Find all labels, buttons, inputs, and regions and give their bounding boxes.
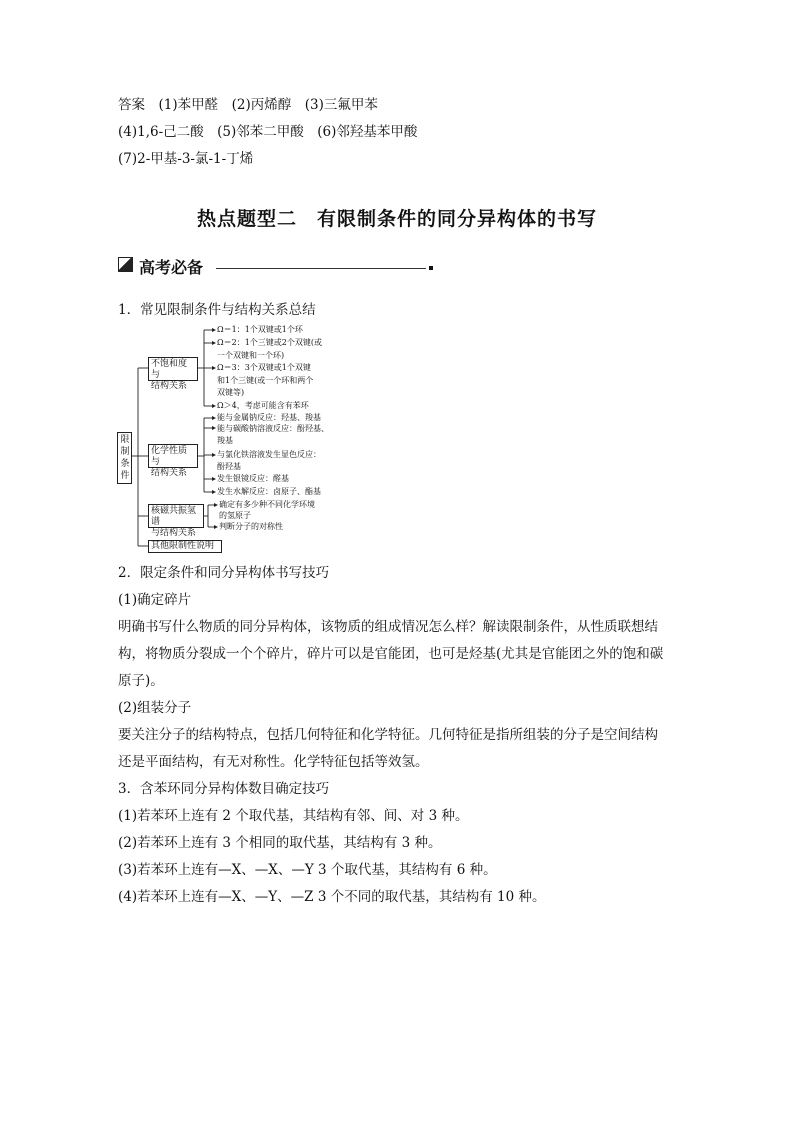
leaf-text: 发生水解反应：卤原子、酯基 bbox=[217, 487, 321, 496]
sub-1-title: (1)确定碎片 bbox=[118, 592, 192, 608]
diagram-branch-chemical bbox=[148, 444, 198, 478]
branch-label-line: 核磁共振氢谱 bbox=[151, 506, 197, 527]
item-2-heading: 2．限定条件和同分异构体书写技巧 bbox=[118, 565, 330, 581]
item-3-line: (1)若苯环上连有 2 个取代基，其结构有邻、间、对 3 种。 bbox=[118, 808, 469, 824]
paragraph-line: 还是平面结构，有无对称性。化学特征包括等效氢。 bbox=[118, 754, 429, 770]
answer-line-1: 答案 (1)苯甲醛 (2)丙烯醇 (3)三氟甲苯 bbox=[118, 97, 378, 113]
diagram-root-box bbox=[117, 432, 132, 484]
section-title: 热点题型二 有限制条件的同分异构体的书写 bbox=[196, 208, 597, 230]
leaf-text: Ω＝1：1个双键或1个环 bbox=[217, 325, 303, 334]
leaf-text: Ω＞4，考虑可能含有苯环 bbox=[217, 401, 309, 410]
item-3-line: (3)若苯环上连有—X、—X、—Y 3 个取代基，其结构有 6 种。 bbox=[118, 862, 497, 878]
leaf-text: Ω＝3：3个双键或1个双键 bbox=[217, 363, 311, 372]
branch-label-line: 不饱和度与 bbox=[151, 359, 188, 380]
diagram-branch-unsaturation bbox=[148, 357, 198, 391]
leaf-text: 确定有多少种不同化学环境 bbox=[219, 500, 315, 509]
leaf-text: 能与碳酸钠溶液反应：酚羟基、 bbox=[217, 424, 329, 433]
item-3-line: (2)若苯环上连有 3 个相同的取代基，其结构有 3 种。 bbox=[118, 835, 442, 851]
branch-label-line: 结构关系 bbox=[151, 381, 188, 391]
diagram-root-char: 件 bbox=[120, 471, 130, 481]
paragraph-line: 明确书写什么物质的同分异构体，该物质的组成情况怎么样？解读限制条件，从性质联想结 bbox=[118, 619, 658, 635]
branch-label-line: 其他限制性说明 bbox=[151, 541, 215, 551]
paragraph-line: 构，将物质分裂成一个个碎片，碎片可以是官能团，也可是烃基(尤其是官能团之外的饱和碳 bbox=[118, 646, 664, 662]
leaf-text: 双键等) bbox=[217, 388, 245, 397]
branch-label-line: 结构关系 bbox=[151, 468, 188, 478]
leaf-text: 发生银镜反应：醛基 bbox=[217, 474, 289, 483]
leaf-text: Ω＝2：1个三键或2个双键(或 bbox=[217, 338, 323, 347]
answer-line-3: (7)2-甲基-3-氯-1-丁烯 bbox=[118, 151, 254, 167]
item-1-heading: 1．常见限制条件与结构关系总结 bbox=[118, 302, 316, 318]
branch-label-line: 化学性质与 bbox=[151, 446, 188, 467]
diagram-branch-other bbox=[148, 540, 222, 553]
paragraph-line: 原子)。 bbox=[118, 673, 164, 689]
leaf-text: 与氯化铁溶液发生显色反应： bbox=[217, 450, 321, 459]
diagram-root-char: 制 bbox=[120, 447, 130, 457]
leaf-text: 能与金属钠反应：羟基、羧基 bbox=[217, 413, 321, 422]
section-heading: 高考必备 bbox=[139, 258, 204, 277]
leaf-text: 酚羟基 bbox=[217, 462, 241, 471]
leaf-text: 一个双键和一个环) bbox=[217, 351, 285, 360]
leaf-text: 和1个三键(或一个环和两个 bbox=[217, 376, 314, 385]
answer-line-2: (4)1,6-己二酸 (5)邻苯二甲酸 (6)邻羟基苯甲酸 bbox=[118, 124, 418, 140]
paragraph-line: 要关注分子的结构特点，包括几何特征和化学特征。几何特征是指所组装的分子是空间结构 bbox=[118, 727, 658, 743]
leaf-text: 的氢原子 bbox=[219, 511, 251, 520]
leaf-text: 判断分子的对称性 bbox=[219, 522, 283, 531]
item-3-line: (4)若苯环上连有—X、—Y、—Z 3 个不同的取代基，其结构有 10 种。 bbox=[118, 889, 546, 905]
diagram-branch-nmr bbox=[148, 504, 204, 538]
item-3-heading: 3．含苯环同分异构体数目确定技巧 bbox=[118, 781, 330, 797]
leaf-text: 羧基 bbox=[217, 436, 233, 445]
sub-2-title: (2)组装分子 bbox=[118, 700, 192, 716]
branch-label-line: 与结构关系 bbox=[151, 528, 197, 538]
diagram-root-char: 条 bbox=[120, 459, 130, 469]
diagram-root-char: 限 bbox=[120, 435, 130, 445]
